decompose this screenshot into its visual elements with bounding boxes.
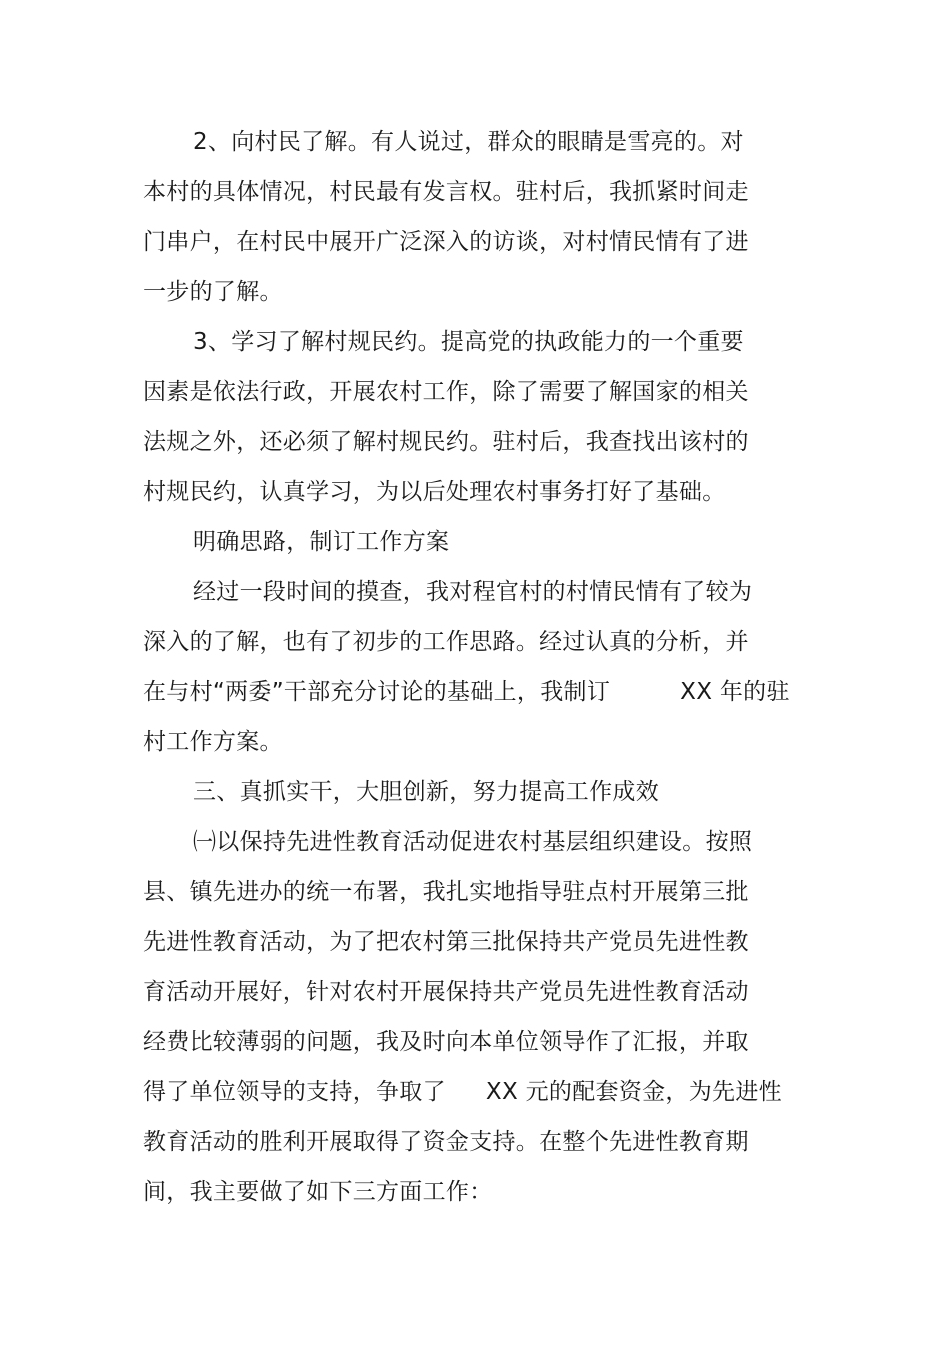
- section-heading: 明确思路，制订工作方案: [193, 529, 450, 555]
- text-segment: XX 年的驻: [680, 679, 790, 705]
- text-segment: 在与村“两委”干部充分讨论的基础上，我制订: [143, 679, 611, 705]
- paragraph-line: 3、学习了解村规民约。提高党的执政能力的一个重要: [193, 329, 744, 355]
- paragraph-line: 经费比较薄弱的问题，我及时向本单位领导作了汇报，并取: [143, 1029, 749, 1055]
- paragraph-line: [143, 1077, 782, 1107]
- paragraph-line: 间，我主要做了如下三方面工作：: [143, 1179, 493, 1205]
- paragraph-line: 教育活动的胜利开展取得了资金支持。在整个先进性教育期: [143, 1129, 749, 1155]
- paragraph-line: 法规之外，还必须了解村规民约。驻村后，我查找出该村的: [143, 429, 749, 455]
- text-segment: XX 元的配套资金，为先进性: [485, 1079, 782, 1105]
- paragraph-line: 先进性教育活动，为了把农村第三批保持共产党员先进性教: [143, 929, 749, 955]
- paragraph-line: 经过一段时间的摸查，我对程官村的村情民情有了较为: [193, 579, 753, 605]
- paragraph-line: [143, 677, 790, 707]
- paragraph-line: 2、向村民了解。有人说过，群众的眼睛是雪亮的。对: [193, 129, 744, 155]
- section-heading: 三、真抓实干，大胆创新，努力提高工作成效: [193, 779, 659, 805]
- paragraph-line: 村规民约，认真学习，为以后处理农村事务打好了基础。: [143, 479, 726, 505]
- paragraph-line: 县、镇先进办的统一布署，我扎实地指导驻点村开展第三批: [143, 879, 749, 905]
- paragraph-line: ㈠以保持先进性教育活动促进农村基层组织建设。按照: [193, 829, 753, 855]
- text-segment: 得了单位领导的支持，争取了: [143, 1079, 446, 1105]
- paragraph-line: 本村的具体情况，村民最有发言权。驻村后，我抓紧时间走: [143, 179, 749, 205]
- paragraph-line: 育活动开展好，针对农村开展保持共产党员先进性教育活动: [143, 979, 749, 1005]
- paragraph-line: 因素是依法行政，开展农村工作，除了需要了解国家的相关: [143, 379, 749, 405]
- paragraph-line: 一步的了解。: [143, 279, 283, 305]
- paragraph-line: 深入的了解，也有了初步的工作思路。经过认真的分析，并: [143, 629, 749, 655]
- paragraph-line: 村工作方案。: [143, 729, 283, 755]
- paragraph-line: 门串户，在村民中展开广泛深入的访谈，对村情民情有了进: [143, 229, 749, 255]
